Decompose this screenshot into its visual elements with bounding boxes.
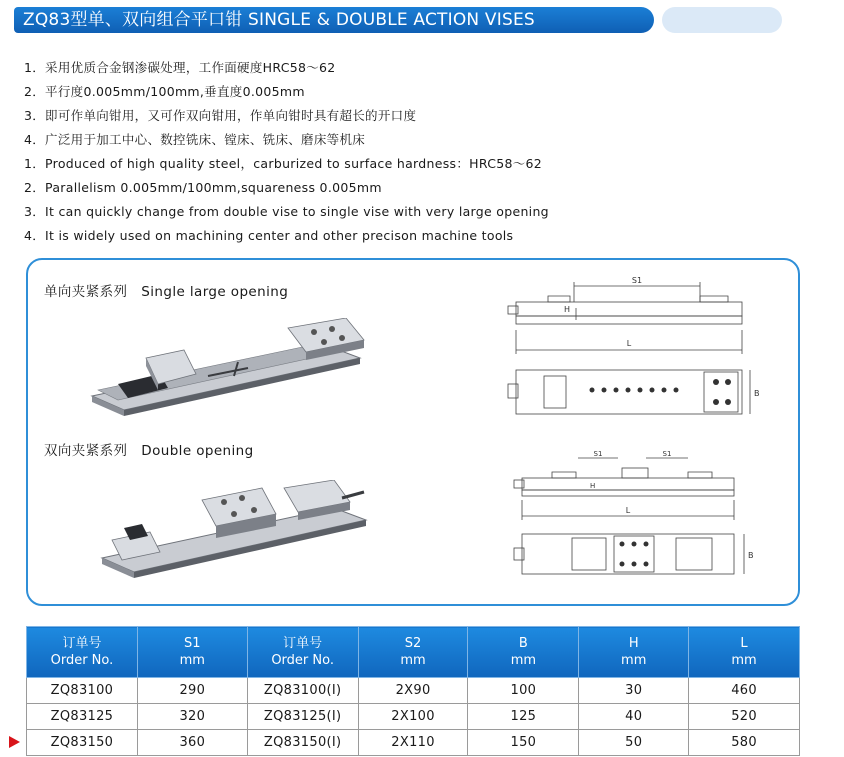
spec-table [26, 626, 800, 756]
feature-item: 2．Parallelism 0.005mm/100mm,squareness 0.005mm [24, 180, 382, 195]
row-pointer-arrow-icon [9, 736, 20, 748]
feature-item: 3．即可作单向钳用，又可作双向钳用，作单向钳时具有超长的开口度 [24, 108, 417, 123]
double-vise-photo [98, 480, 370, 580]
table-cell: 320 [137, 704, 247, 730]
dim-b-label: B [754, 389, 760, 398]
table-cell: ZQ83125(Ⅰ) [247, 704, 358, 730]
dim-s-label: S1 [631, 276, 643, 285]
page-title: ZQ83型单、双向组合平口钳 SINGLE & DOUBLE ACTION VISES [14, 7, 654, 33]
feature-item: 2．平行度0.005mm/100mm,垂直度0.005mm [24, 84, 305, 99]
table-cell: 150 [468, 730, 579, 756]
dim-s1-label: S1 [593, 450, 603, 458]
table-cell: 2X100 [358, 704, 468, 730]
table-cell: 50 [579, 730, 689, 756]
table-cell: 520 [689, 704, 800, 730]
table-cell: 100 [468, 678, 579, 704]
col-header-order-no-2: 订单号 Order No. [247, 627, 358, 678]
table-cell: 2X90 [358, 678, 468, 704]
feature-item: 1．Produced of high quality steel，carburized to surface hardness：HRC58～62 [24, 156, 543, 171]
table-cell: 580 [689, 730, 800, 756]
table-cell: 125 [468, 704, 579, 730]
table-cell: 30 [579, 678, 689, 704]
feature-item: 1．采用优质合金钢渗碳处理，工作面硬度HRC58～62 [24, 60, 336, 75]
dim-h-label: H [590, 482, 596, 490]
table-row [27, 730, 800, 756]
col-header-s1: S1 mm [137, 627, 247, 678]
table-cell: 360 [137, 730, 247, 756]
double-vise-drawing [512, 448, 762, 584]
dim-l-label: L [625, 506, 631, 515]
table-cell: ZQ83100(Ⅰ) [247, 678, 358, 704]
col-header-h: H mm [579, 627, 689, 678]
col-header-l: L mm [689, 627, 800, 678]
single-vise-photo [88, 318, 378, 418]
feature-item: 4．广泛用于加工中心、数控铣床、镗床、铣床、磨床等机床 [24, 132, 366, 147]
title-decoration [662, 7, 782, 33]
single-series-label: 单向夹紧系列 Single large opening [44, 284, 289, 300]
table-row [27, 704, 800, 730]
table-row [27, 678, 800, 704]
col-header-s2: S2 mm [358, 627, 468, 678]
dim-h-label: H [564, 305, 571, 314]
table-cell: ZQ83150 [27, 730, 138, 756]
col-header-b: B mm [468, 627, 579, 678]
table-cell: 290 [137, 678, 247, 704]
col-header-order-no: 订单号 Order No. [27, 627, 138, 678]
feature-list [24, 56, 549, 248]
table-cell: 2X110 [358, 730, 468, 756]
table-cell: 460 [689, 678, 800, 704]
feature-item: 4．It is widely used on machining center and other precison machine tools [24, 228, 514, 243]
table-cell: ZQ83150(Ⅰ) [247, 730, 358, 756]
dim-s2-label: S1 [662, 450, 672, 458]
table-cell: ZQ83125 [27, 704, 138, 730]
table-cell: 40 [579, 704, 689, 730]
single-vise-drawing [504, 272, 766, 424]
dim-b-label: B [748, 551, 754, 560]
double-series-label: 双向夹紧系列 Double opening [44, 443, 254, 459]
feature-item: 3．It can quickly change from double vise to single vise with very large opening [24, 204, 549, 219]
dim-l-label: L [626, 339, 632, 348]
table-cell: ZQ83100 [27, 678, 138, 704]
table-header-row [27, 627, 800, 678]
